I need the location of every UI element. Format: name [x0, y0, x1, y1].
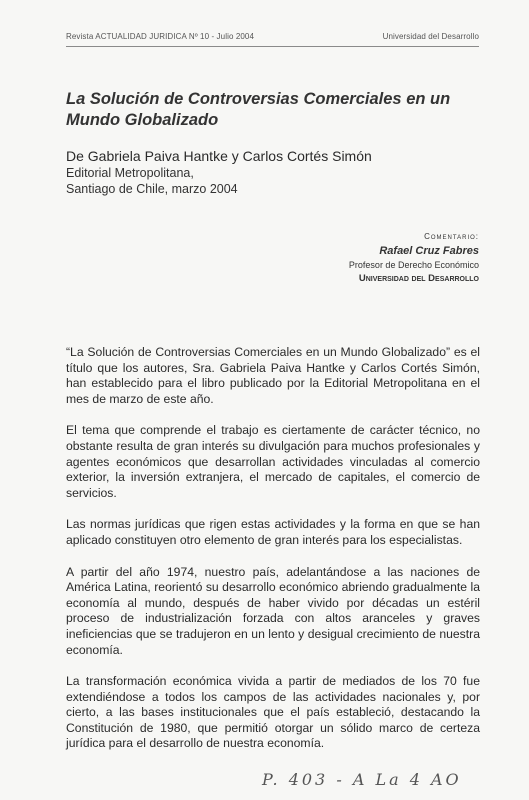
running-header: [66, 32, 479, 41]
paragraph: “La Solución de Controversias Comerciales en un Mundo Globalizado” es el título que los autores, Sra. Gabriela Paiva Hantke y Carlos Cortés Simón, han establecido para el libro publicado por la Editorial Metropolitana en el mes de marzo de este año.: [66, 345, 480, 406]
paragraph: La transformación económica vivida a partir de mediados de los 70 fue extendiéndose a todos los campos de las actividades nacionales y, por cierto, a las bases institucionales que el país estableció, destacando la Constitución de 1980, que permitió otorgar un sólido marco de certeza jurídica para el desarrollo de nuestra economía.: [66, 674, 480, 751]
publisher: Editorial Metropolitana,: [66, 166, 194, 180]
paragraph: Las normas jurídicas que rigen estas actividades y la forma en que se han aplicado constituyen otro elemento de gran interés para los especialistas.: [66, 517, 480, 547]
commentary-block: [349, 232, 479, 284]
paragraph: El tema que comprende el trabajo es ciertamente de carácter técnico, no obstante resulta de gran interés su divulgación para muchos profesionales y agentes económicos que desarrollan actividades vinculadas al comercio exterior, la inversión extranjera, el mercado de capitales, el comercio de servicios.: [66, 423, 480, 500]
commentator-name: Rafael Cruz Fabres: [379, 245, 479, 257]
commentator-university: Universidad del Desarrollo: [358, 273, 479, 284]
handwritten-note: P. 403 - A La 4 AO: [262, 770, 462, 789]
journal-reference: Revista ACTUALIDAD JURIDICA Nº 10 - Julio 2004: [66, 32, 255, 41]
article-body: [66, 345, 480, 768]
article-title: La Solución de Controversias Comerciales en un Mundo Globalizado: [66, 90, 451, 129]
place-date: Santiago de Chile, marzo 2004: [66, 182, 238, 196]
commentator-role: Profesor de Derecho Económico: [348, 260, 479, 270]
paragraph: A partir del año 1974, nuestro país, adelantándose a las naciones de América Latina, reorientó su desarrollo económico abriendo gradualmente la economía al mundo, después de haber vivido por décadas un estéril proceso de industrialización forzada con altos aranceles y graves ineficiencias que se tradujeron en un lento y desigual crecimiento de nuestra economía.: [66, 564, 480, 657]
university-header: Universidad del Desarrollo: [382, 32, 479, 41]
header-rule: [66, 46, 479, 47]
book-authors: De Gabriela Paiva Hantke y Carlos Cortés Simón: [66, 148, 372, 164]
commentary-label: Comentario:: [424, 232, 479, 241]
